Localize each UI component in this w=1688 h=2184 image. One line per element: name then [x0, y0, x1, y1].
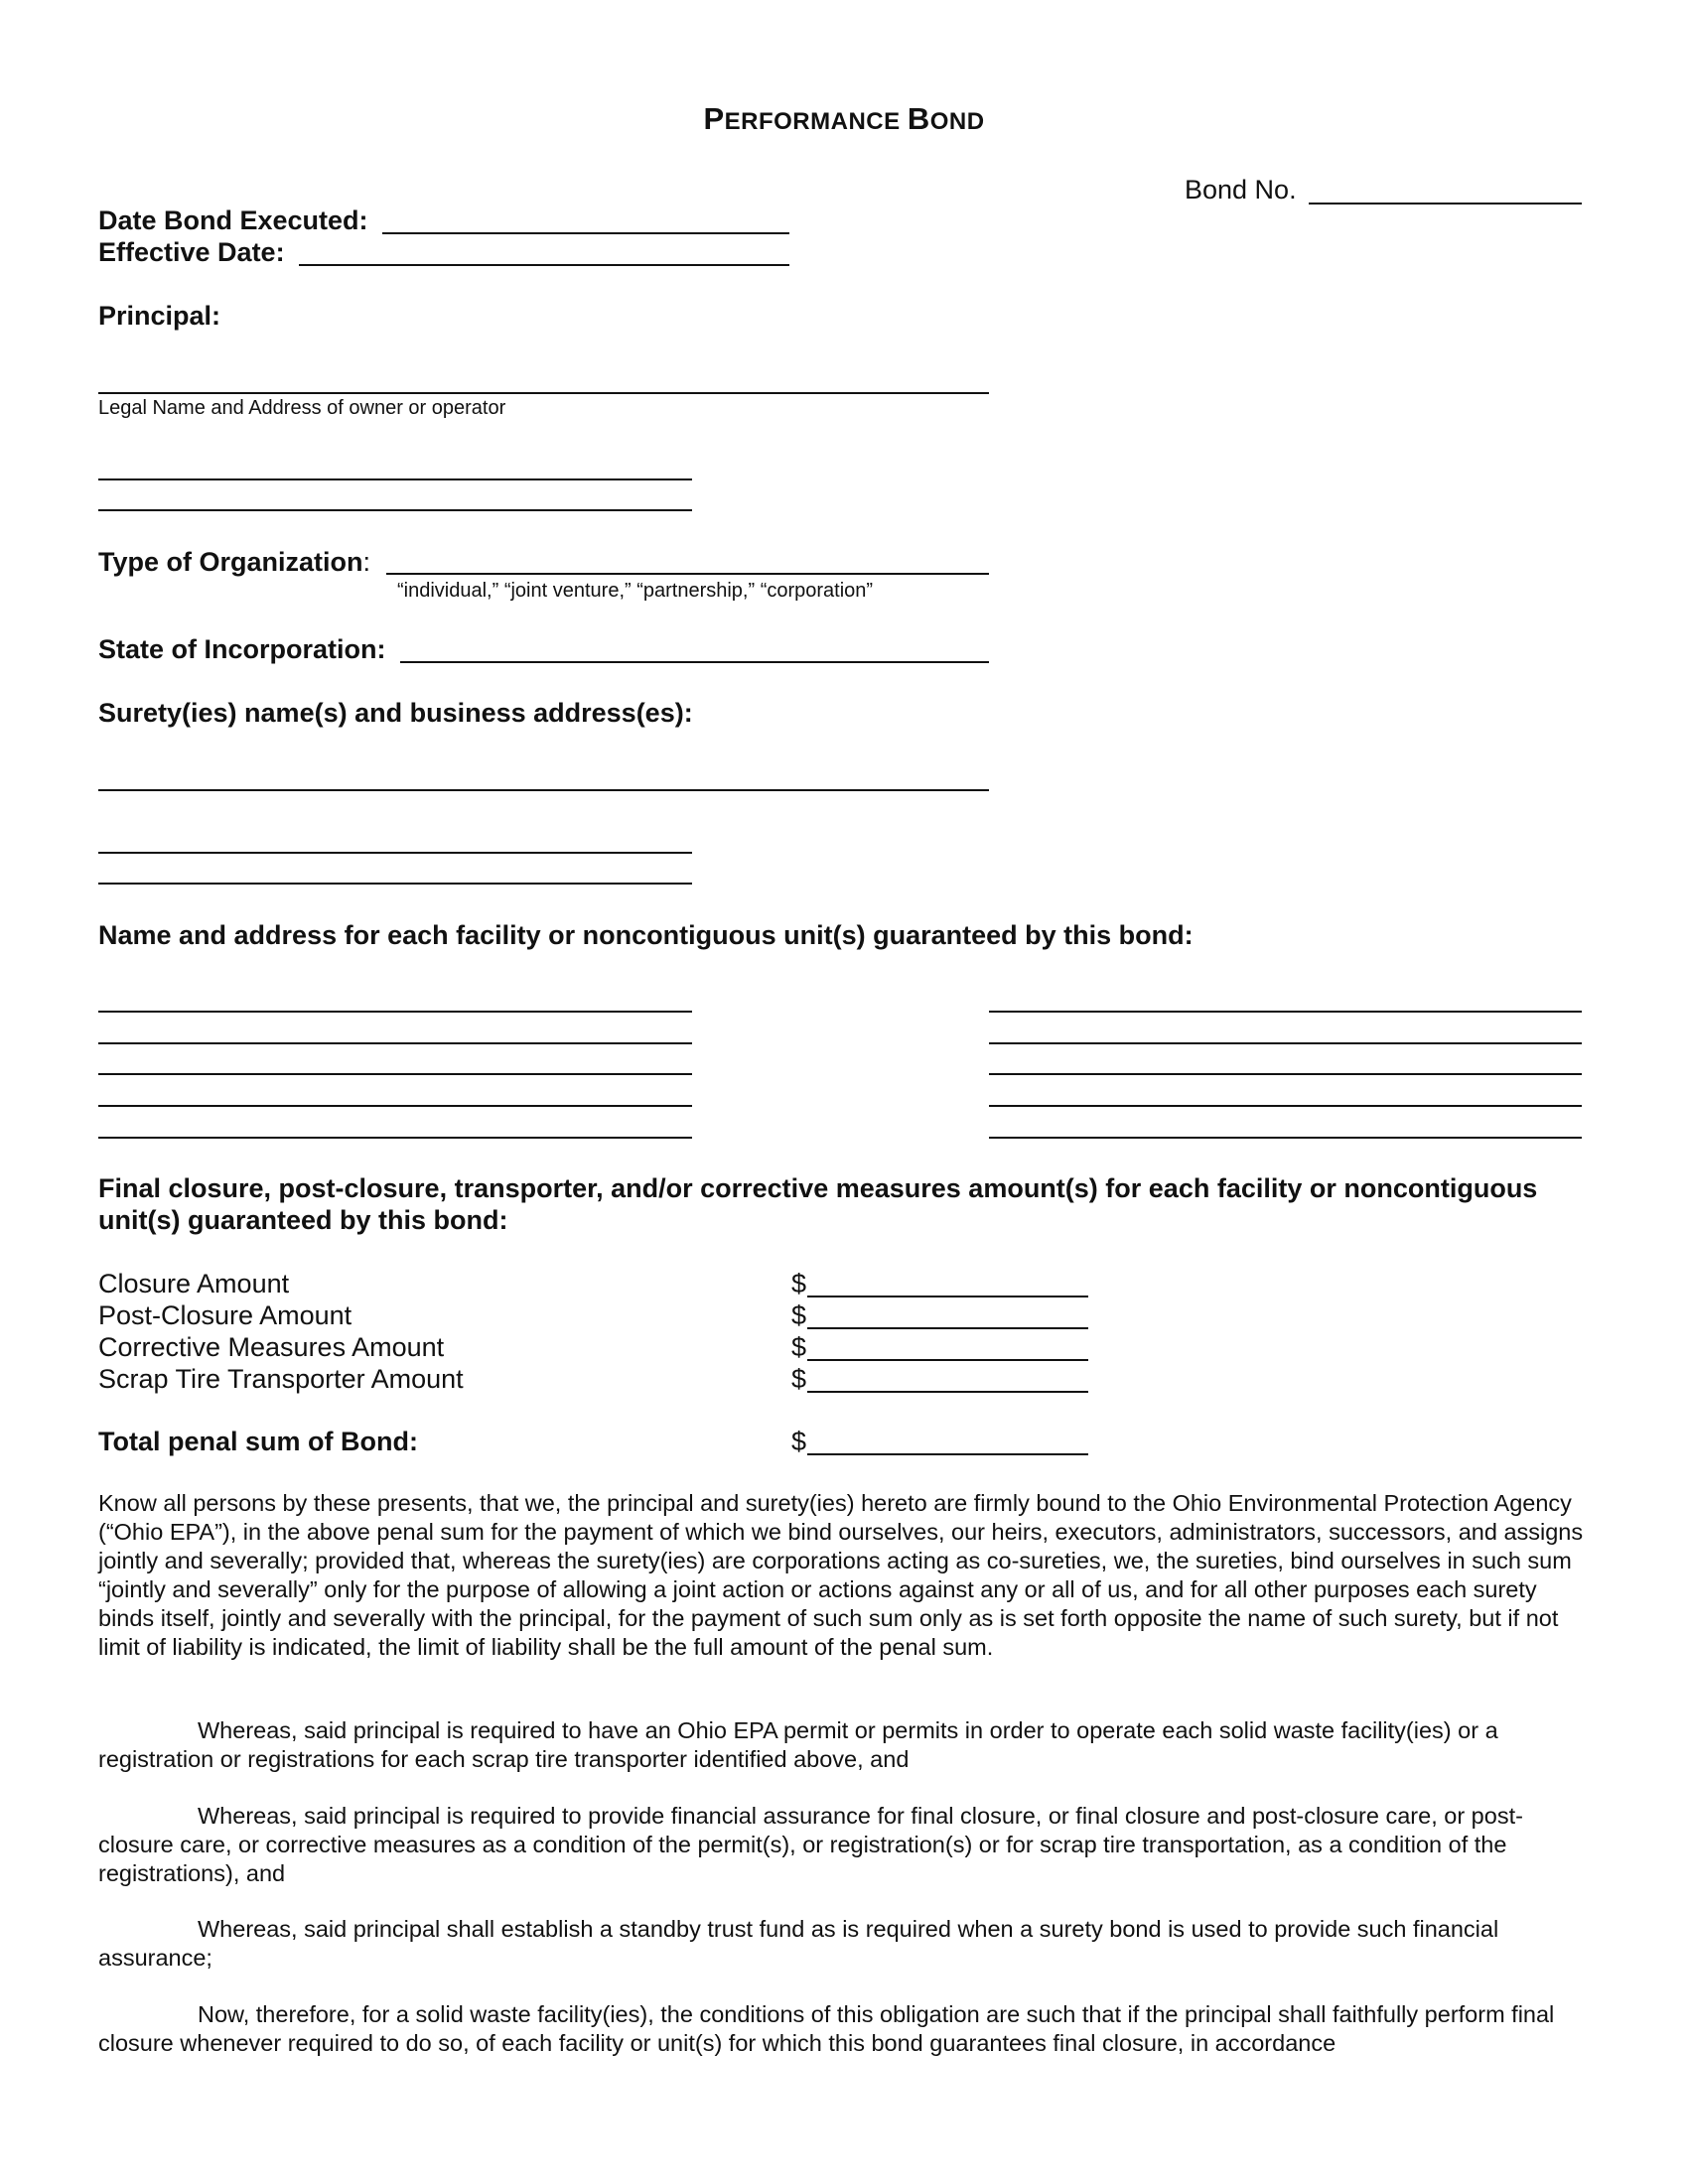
- corrective-measures-amount-currency: $: [791, 1332, 807, 1362]
- principal-label: Principal:: [98, 301, 221, 331]
- post-closure-amount-label: Post-Closure Amount: [98, 1300, 352, 1330]
- corrective-measures-amount-label: Corrective Measures Amount: [98, 1332, 445, 1362]
- scrap-tire-amount-currency: $: [791, 1364, 807, 1394]
- title-rest-bond: OND: [929, 108, 985, 135]
- principal-address-line-1[interactable]: [98, 478, 692, 480]
- amounts-heading-line-2: unit(s) guaranteed by this bond:: [98, 1205, 508, 1235]
- surety-line-1[interactable]: [98, 789, 989, 791]
- principal-name-field[interactable]: [98, 392, 989, 394]
- surety-label: Surety(ies) name(s) and business address(es):: [98, 698, 693, 728]
- org-type-label: Type of Organization: [98, 547, 363, 577]
- corrective-measures-amount-field[interactable]: [807, 1359, 1088, 1361]
- surety-line-3[interactable]: [98, 883, 692, 885]
- facility-right-line-3[interactable]: [989, 1073, 1582, 1075]
- paragraph-binding-clause: Know all persons by these presents, that we, the principal and surety(ies) hereto are firmly bound to the Ohio Environmental Protection Agency (“Ohio EPA”), in the above penal sum for the payment of which we bind ourselves, our heirs, executors, administrators, successors, and assigns jointly and severally; provided that, whereas the surety(ies) are corporations acting as co-sureties, we, the sureties, bind ourselves in such sum “jointly and severally” only for the purpose of allowing a joint action or actions against any or all of us, and for all other purposes each surety binds itself, jointly and severally with the principal, for the payment of such sum only as is set forth opposite the name of such surety, but if not limit of liability is indicated, the limit of liability shall be the full amount of the penal sum.: [98, 1490, 1584, 1660]
- total-penal-sum-label: Total penal sum of Bond:: [98, 1427, 418, 1456]
- paragraph-now-therefore: Now, therefore, for a solid waste facility(ies), the conditions of this obligation are such that if the principal shall faithfully perform final closure whenever required to do so, of each facility or unit(s) for which this bond guarantees final closure, in accordance: [98, 2001, 1555, 2056]
- paragraph-whereas-trust-fund: Whereas, said principal shall establish a standby trust fund as is required when a surety bond is used to provide such financial assurance;: [98, 1916, 1499, 1971]
- facility-left-line-1[interactable]: [98, 1011, 692, 1013]
- date-executed-field[interactable]: [382, 232, 789, 234]
- surety-line-2[interactable]: [98, 852, 692, 854]
- date-executed-label: Date Bond Executed:: [98, 205, 368, 235]
- title-initial-b: B: [907, 101, 930, 136]
- total-penal-sum-field[interactable]: [807, 1453, 1088, 1455]
- principal-address-line-2[interactable]: [98, 509, 692, 511]
- bond-no-field[interactable]: [1309, 203, 1582, 205]
- state-field[interactable]: [400, 661, 989, 663]
- facility-right-line-1[interactable]: [989, 1011, 1582, 1013]
- facility-right-line-2[interactable]: [989, 1042, 1582, 1044]
- org-type-hint: “individual,” “joint venture,” “partnership,” “corporation”: [397, 580, 874, 602]
- closure-amount-label: Closure Amount: [98, 1269, 290, 1298]
- amounts-heading-line-1: Final closure, post-closure, transporter, and/or corrective measures amount(s) for each facility or noncontiguous: [98, 1173, 1538, 1203]
- org-type-label-row: [98, 547, 370, 578]
- closure-amount-currency: $: [791, 1269, 807, 1298]
- effective-date-field[interactable]: [299, 264, 789, 266]
- total-penal-sum-currency: $: [791, 1427, 807, 1456]
- post-closure-amount-currency: $: [791, 1300, 807, 1330]
- bond-no-label: Bond No.: [1185, 175, 1297, 205]
- page-title: [0, 101, 1688, 137]
- scrap-tire-amount-label: Scrap Tire Transporter Amount: [98, 1364, 464, 1394]
- state-label: State of Incorporation:: [98, 634, 386, 664]
- closure-amount-field[interactable]: [807, 1296, 1088, 1297]
- title-rest-performance: ERFORMANCE: [724, 108, 908, 135]
- effective-date-label: Effective Date:: [98, 237, 285, 267]
- facility-left-line-2[interactable]: [98, 1042, 692, 1044]
- title-initial-p: P: [703, 101, 725, 136]
- paragraph-whereas-permit: Whereas, said principal is required to have an Ohio EPA permit or permits in order to operate each solid waste facility(ies) or a registration or registrations for each scrap tire transporter identified above, and: [98, 1717, 1498, 1772]
- org-type-field[interactable]: [386, 573, 989, 575]
- post-closure-amount-field[interactable]: [807, 1327, 1088, 1329]
- facility-left-line-5[interactable]: [98, 1137, 692, 1139]
- facility-left-line-4[interactable]: [98, 1105, 692, 1107]
- facility-label: Name and address for each facility or noncontiguous unit(s) guaranteed by this bond:: [98, 920, 1194, 950]
- org-type-colon: :: [362, 547, 371, 577]
- paragraph-whereas-financial-assurance: Whereas, said principal is required to provide financial assurance for final closure, or final closure and post-closure care, or post-closure care, or corrective measures as a condition of the permit(s), or registration(s) or for scrap tire transportation, as a condition of the registrations), and: [98, 1803, 1523, 1886]
- facility-left-line-3[interactable]: [98, 1073, 692, 1075]
- facility-right-line-5[interactable]: [989, 1137, 1582, 1139]
- principal-caption: Legal Name and Address of owner or operator: [98, 397, 506, 419]
- scrap-tire-amount-field[interactable]: [807, 1391, 1088, 1393]
- facility-right-line-4[interactable]: [989, 1105, 1582, 1107]
